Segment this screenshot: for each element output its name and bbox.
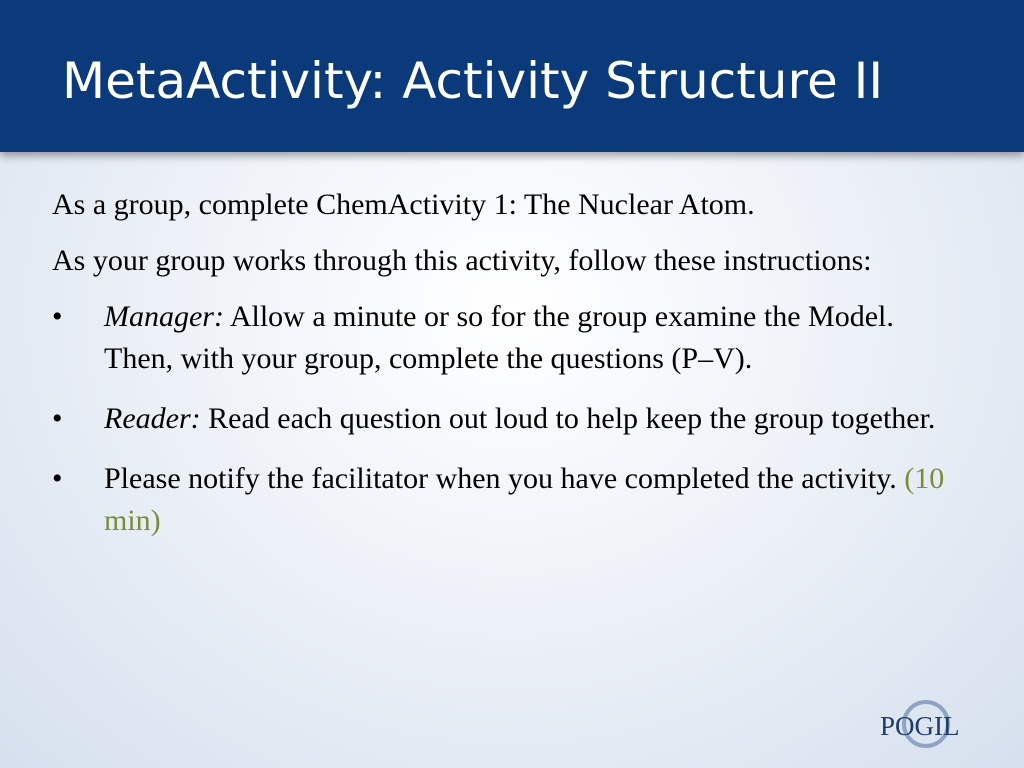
reader-instruction: Read each question out loud to help keep the group together. bbox=[200, 402, 936, 435]
list-item-manager bbox=[52, 296, 962, 380]
role-label-reader: Reader: bbox=[104, 402, 201, 435]
instructions-paragraph: As your group works through this activity, follow these instructions: bbox=[52, 244, 872, 277]
slide-title: MetaActivity: Activity Structure II bbox=[62, 52, 884, 110]
bullet-icon: • bbox=[52, 462, 63, 495]
timing-label: (10 min) bbox=[104, 462, 945, 537]
list-item-notify bbox=[52, 458, 962, 542]
slide-content bbox=[52, 184, 962, 560]
role-label-manager: Manager: bbox=[104, 300, 224, 333]
logo-text: POGIL bbox=[880, 711, 960, 741]
bullet-icon: • bbox=[52, 300, 63, 333]
bullet-icon: • bbox=[52, 402, 63, 435]
manager-instruction: Allow a minute or so for the group examine the Model. Then, with your group, complete the questions (P–V). bbox=[104, 300, 894, 375]
title-bar bbox=[0, 0, 1024, 152]
notify-instruction: Please notify the facilitator when you have completed the activity. bbox=[104, 462, 905, 495]
instruction-list bbox=[52, 296, 962, 542]
pogil-logo bbox=[878, 700, 978, 756]
intro-paragraph: As a group, complete ChemActivity 1: The Nuclear Atom. bbox=[52, 188, 755, 221]
list-item-reader bbox=[52, 398, 962, 440]
